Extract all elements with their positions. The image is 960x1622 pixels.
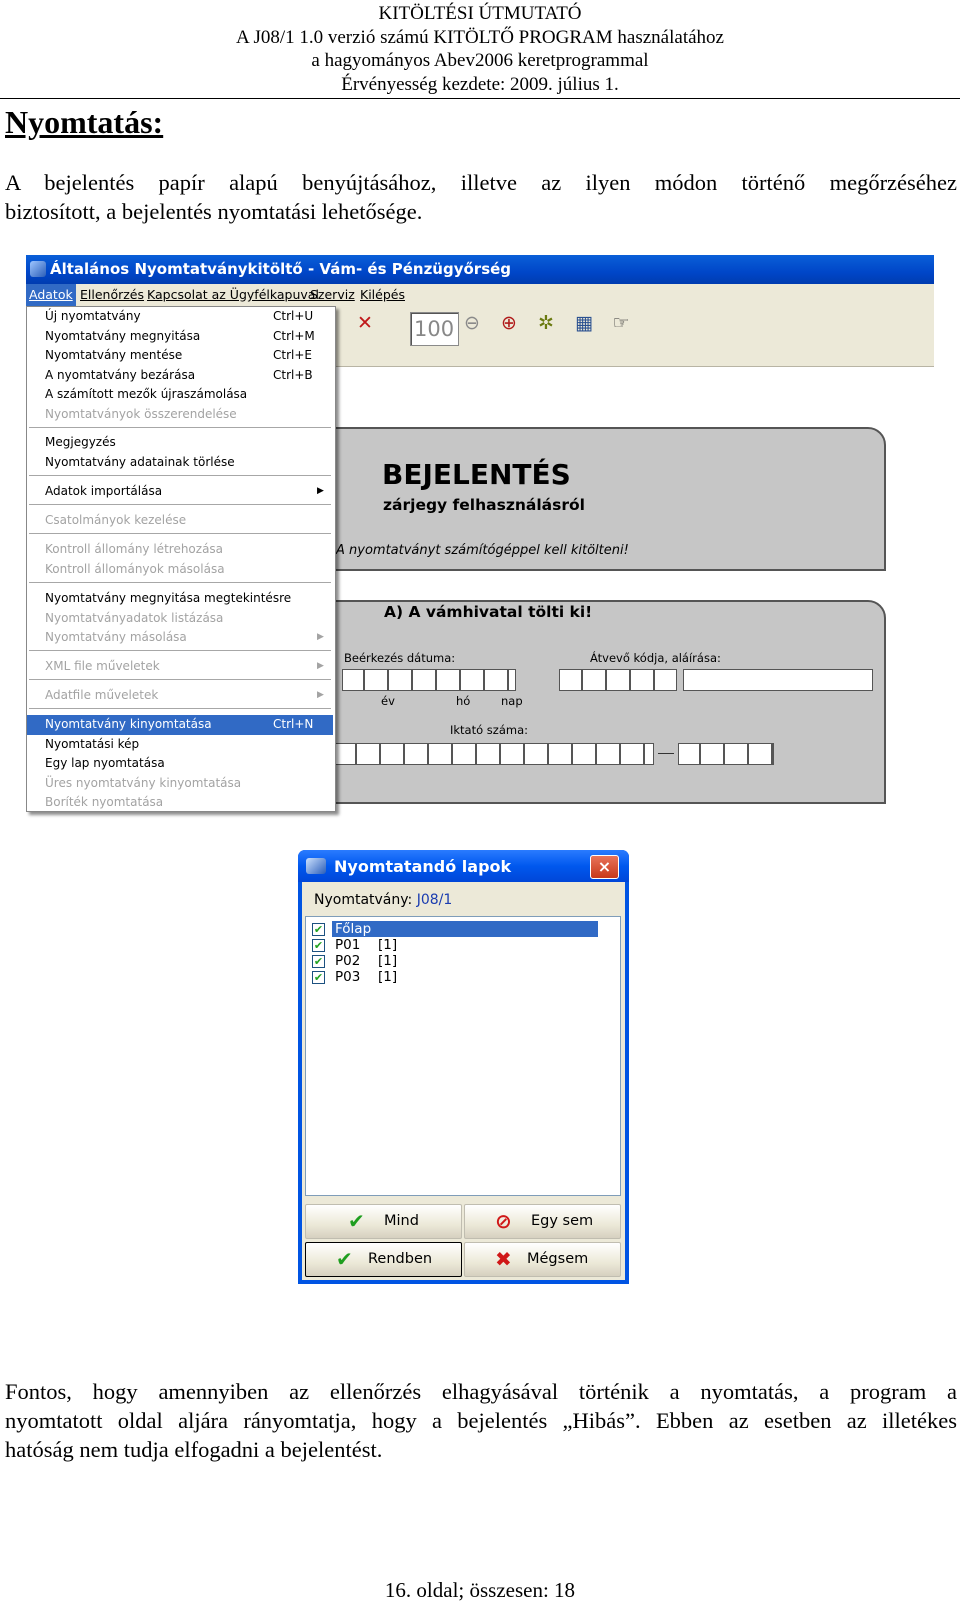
check-icon: ✔ [336,1247,353,1271]
dialog-title: Nyomtatandó lapok [334,857,512,876]
menu-item-label: Kontroll állományok másolása [45,561,225,576]
menu-item-new[interactable] [27,307,333,327]
pages-list [305,916,621,1196]
header-validity: Érvényesség kezdete: 2009. július 1. [341,74,619,95]
header-title: KITÖLTÉSI ÚTMUTATÓ [378,3,582,24]
menu-bar [26,284,934,306]
check-icon: ✔ [348,1209,365,1233]
page-name: P02 [335,953,361,969]
list-item[interactable] [306,953,616,969]
reg-number-boxes-left[interactable] [334,743,654,765]
header-program: a hagyományos Abev2006 keretprogrammal [311,50,649,71]
calculator-icon[interactable]: ▦ [575,312,593,334]
zoom-input[interactable]: 100 [410,312,459,346]
dialog-form-label: Nyomtatvány: [314,892,413,908]
app-title-bar [26,255,934,284]
menu-item-label: Nyomtatvány mentése [45,348,183,362]
header-subtitle: A J08/1 1.0 verzió számú KITÖLTŐ PROGRAM használatához [236,27,724,48]
settings-icon[interactable]: ✲ [538,312,554,334]
page-footer: 16. oldal; összesen: 18 [384,1578,576,1602]
page-count: [1] [378,969,398,985]
receiver-signature-box[interactable] [683,669,873,691]
menu-item-note[interactable] [27,433,333,453]
intro-line-2: biztosított, a bejelentés nyomtatási lehetősége. [5,199,423,224]
menu-item-label: Üres nyomtatvány kinyomtatása [45,775,242,790]
adatok-dropdown-menu [26,306,336,812]
no-entry-icon: ⊘ [495,1209,512,1233]
day-label: nap [501,694,523,708]
cross-icon: ✖ [495,1247,512,1271]
menu-ugyfelkapu[interactable]: Kapcsolat az Ügyfélkapuval [147,287,319,302]
menu-item-create-control [27,540,333,560]
submenu-arrow-icon: ▶ [317,486,324,496]
app-window-screenshot [26,255,934,845]
menu-separator [29,582,331,584]
menu-separator [29,679,331,681]
menu-item-print-envelope [27,793,333,813]
intro-line-1: A bejelentés papír alapú benyújtásához, illetve az ilyen módon történő megőrzéséhez [5,170,957,195]
close-x-icon[interactable]: ✕ [357,312,373,334]
app-title: Általános Nyomtatványkitöltő - Vám- és Pénzügyőrség [50,260,512,278]
reg-number-dash [658,753,674,754]
cancel-button[interactable] [464,1242,621,1277]
menu-item-label: Nyomtatvány adatainak törlése [45,454,235,469]
menu-item-label: Nyomtatványok összerendelése [45,406,237,421]
menu-separator [29,475,331,477]
page-count: [1] [378,953,398,969]
month-label: hó [456,694,471,708]
menu-szerviz[interactable]: Szerviz [310,287,355,302]
reg-number-boxes-right[interactable] [678,743,774,765]
list-item[interactable] [306,921,616,937]
submenu-arrow-icon: ▶ [317,690,324,700]
menu-item-label: Nyomtatvány megnyitása megtekintésre [45,591,292,605]
menu-item-label: Kontroll állomány létrehozása [45,542,224,556]
menu-item-label: A számított mezők újraszámolása [45,387,248,401]
print-pages-dialog [298,850,629,1284]
section-title: Nyomtatás: [5,104,164,140]
menu-item-label: Egy lap nyomtatása [45,756,165,770]
menu-item-label: Nyomtatvány másolása [45,630,187,644]
menu-item-close[interactable] [27,366,333,386]
list-item[interactable] [306,937,616,953]
menu-separator [29,427,331,429]
dialog-form-row [314,892,452,908]
menu-item-datafile [27,686,333,706]
menu-item-label: Adatok importálása [45,484,163,498]
zoom-out-icon[interactable]: ⊖ [464,312,480,334]
menu-item-copy-control [27,560,333,580]
received-date-label: Beérkezés dátuma: [344,651,456,665]
outro-line-1: Fontos, hogy amennyiben az ellenőrzés elhagyásával történik a nyomtatás, a program a [5,1379,957,1404]
select-none-label: Egy sem [531,1213,594,1229]
close-icon[interactable]: × [590,855,619,879]
checkbox-checked-icon[interactable]: ✔ [313,971,324,984]
menu-item-save[interactable] [27,346,333,366]
menu-kilepes[interactable]: Kilépés [360,287,405,302]
menu-item-label: Megjegyzés [45,435,116,449]
menu-item-print-page[interactable] [27,754,333,774]
zoom-in-icon[interactable]: ⊕ [501,312,517,334]
form-subtitle: zárjegy felhasználásról [383,496,585,514]
menu-item-label: Nyomtatási kép [45,736,140,751]
outro-line-3: hatóság nem tudja elfogadni a bejelentést. [5,1437,383,1462]
menu-item-shortcut: Ctrl+B [273,367,313,382]
form-section-a-title: A) A vámhivatal tölti ki! [384,603,593,621]
menu-item-recalc[interactable] [27,385,333,405]
pointer-icon[interactable]: ☞ [612,312,630,334]
ok-label: Rendben [368,1251,433,1267]
form-title: BEJELENTÉS [382,458,571,491]
menu-item-shortcut: Ctrl+M [273,328,315,343]
app-icon [30,261,46,277]
select-all-label: Mind [384,1213,419,1229]
menu-item-label: Adatfile műveletek [45,688,159,702]
outro-line-2: nyomtatott oldal aljára rányomtatja, hogy a bejelentés „Hibás”. Ebben az esetben az illetékes [5,1408,957,1433]
checkbox-checked-icon[interactable]: ✔ [313,939,324,952]
menu-item-print[interactable] [27,715,333,735]
menu-item-label: Nyomtatvány megnyitása [45,328,201,343]
menu-item-label: XML file műveletek [45,659,160,673]
menu-item-shortcut: Ctrl+E [273,348,312,362]
menu-item-print-preview[interactable] [27,735,333,755]
dialog-body [302,882,625,1280]
form-note: A nyomtatványt számítógéppel kell kitölteni! [336,543,629,558]
header-divider [0,98,960,99]
year-label: év [381,694,395,708]
receiver-code-boxes[interactable] [559,669,677,691]
select-none-button[interactable] [464,1204,621,1239]
received-date-boxes[interactable] [342,669,516,691]
select-all-button[interactable] [305,1204,462,1239]
submenu-arrow-icon: ▶ [317,661,324,671]
menu-item-clear-data[interactable] [27,453,333,473]
dialog-app-icon [306,858,326,874]
receiver-code-label: Átvevő kódja, aláírása: [590,651,721,665]
ok-button[interactable] [305,1242,462,1277]
dialog-form-value: J08/1 [416,892,453,908]
menu-item-label: Nyomtatványadatok listázása [45,610,224,625]
menu-separator [29,533,331,535]
menu-item-open[interactable] [27,327,333,347]
menu-item-label: Nyomtatvány kinyomtatása [45,717,212,731]
menu-item-label: Új nyomtatvány [45,309,141,323]
menu-item-xml [27,657,333,677]
cancel-label: Mégsem [527,1251,589,1267]
menu-item-list-data [27,609,333,629]
menu-ellenorzes[interactable]: Ellenőrzés [80,287,145,302]
page-name: P03 [335,969,361,985]
menu-item-link-forms [27,405,333,425]
list-item[interactable] [306,969,616,985]
menu-item-import[interactable] [27,482,333,502]
menu-item-print-empty [27,774,333,794]
menu-item-shortcut: Ctrl+U [273,309,314,323]
menu-item-label: Boríték nyomtatása [45,795,164,809]
menu-separator [29,504,331,506]
reg-number-label: Iktató száma: [450,723,529,737]
checkbox-checked-icon[interactable]: ✔ [313,955,324,968]
menu-item-label: Csatolmányok kezelése [45,513,187,527]
menu-item-open-view[interactable] [27,589,333,609]
page-count: [1] [378,937,398,953]
menu-item-label: A nyomtatvány bezárása [45,367,196,382]
menu-item-shortcut: Ctrl+N [273,717,314,731]
page-name: P01 [335,937,361,953]
menu-adatok[interactable]: Adatok [26,284,76,306]
dialog-title-bar [298,850,629,882]
menu-item-attachments [27,511,333,531]
menu-separator [29,650,331,652]
form-section-a-panel [316,600,886,804]
page-name: Főlap [332,921,598,937]
menu-item-copy-form [27,628,333,648]
submenu-arrow-icon: ▶ [317,632,324,642]
menu-separator [29,708,331,710]
checkbox-checked-icon[interactable]: ✔ [313,923,324,936]
